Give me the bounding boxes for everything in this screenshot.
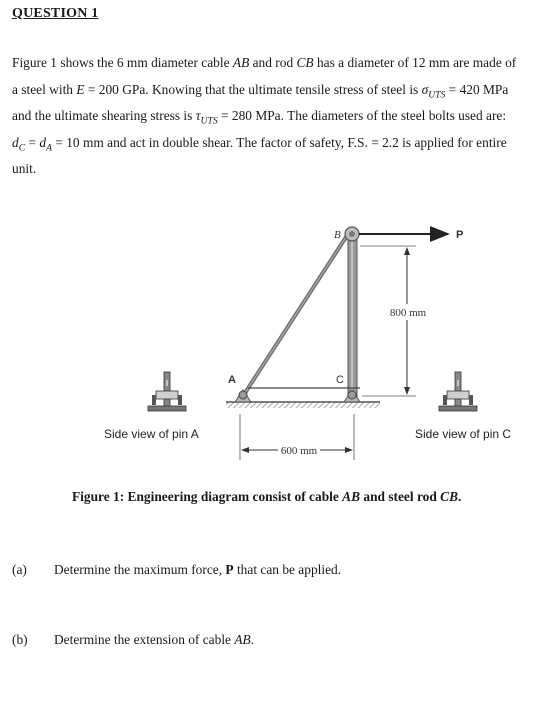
pin-b <box>345 227 359 241</box>
question-b <box>12 632 254 648</box>
text-run: . <box>458 489 462 504</box>
side-view-pin-a <box>148 372 186 411</box>
statement-line <box>12 50 528 77</box>
question-b-text <box>54 632 254 647</box>
text-run: d <box>39 134 47 150</box>
statement-line <box>12 156 528 183</box>
dim-600-label: 600 mm <box>280 445 318 457</box>
ground-base <box>226 402 380 408</box>
statement-line <box>12 130 528 157</box>
question-a <box>12 562 341 578</box>
text-run: Determine the maximum force, <box>54 562 226 577</box>
question-a-text <box>54 562 341 577</box>
text-run: Determine the extension of cable <box>54 632 235 647</box>
support-a <box>235 390 251 402</box>
side-view-pin-c <box>439 372 477 411</box>
side-view-c-label: Side view of pin C <box>415 427 512 441</box>
text-run: that can be applied. <box>233 562 342 577</box>
text-run: = 10 mm and act in double shear. The factor of safety, F.S. = 2.2 is applied for entire <box>51 134 507 150</box>
text-run: UTS <box>428 89 446 101</box>
support-c <box>344 390 360 402</box>
text-run: has a diameter of 12 mm are made of <box>313 55 517 70</box>
text-run: AB <box>234 632 251 647</box>
text-run: Figure 1: Engineering diagram consist of cable <box>72 489 343 504</box>
dimension-800mm <box>360 246 428 396</box>
text-run: = <box>25 134 40 150</box>
text-run: and steel rod <box>360 489 441 504</box>
text-run: CB <box>296 55 314 70</box>
text-run: = 200 GPa. Knowing that the ultimate tensile stress of steel is <box>84 81 422 97</box>
text-run: A <box>46 142 52 154</box>
question-b-label: (b) <box>12 632 28 647</box>
diagram-svg <box>0 200 542 480</box>
statement-line <box>12 77 528 104</box>
text-run: UTS <box>200 115 218 127</box>
text-run: . <box>250 632 255 647</box>
label-c: C <box>336 374 344 386</box>
text-run: = 280 MPa. The diameters of the steel bolts used are: <box>217 108 507 123</box>
text-run: C <box>18 142 26 154</box>
side-view-a-label: Side view of pin A <box>104 427 199 441</box>
text-run: τ <box>195 108 201 123</box>
label-a: A <box>228 374 236 386</box>
dim-800-label: 800 mm <box>389 307 427 319</box>
figure-caption <box>72 489 461 505</box>
engineering-diagram <box>0 200 542 480</box>
text-run: AB <box>232 55 250 70</box>
text-run: P <box>225 562 234 577</box>
text-run: σ <box>421 81 429 97</box>
problem-statement <box>12 50 528 183</box>
text-run: = 420 MPa <box>445 81 509 97</box>
text-run: AB <box>342 489 361 504</box>
text-run: unit. <box>12 161 37 176</box>
text-run: and rod <box>249 55 297 70</box>
text-run: a steel with <box>12 81 77 97</box>
text-run: CB <box>440 489 459 504</box>
statement-line <box>12 103 528 130</box>
text-run: Figure 1 shows the 6 mm diameter cable <box>12 55 233 70</box>
text-run: and the ultimate shearing stress is <box>12 108 196 123</box>
question-heading: QUESTION 1 <box>12 6 99 21</box>
label-p: P <box>456 229 464 241</box>
label-b: B <box>334 229 341 241</box>
text-run: d <box>12 134 19 150</box>
text-run: E <box>76 81 85 97</box>
question-a-label: (a) <box>12 562 27 577</box>
